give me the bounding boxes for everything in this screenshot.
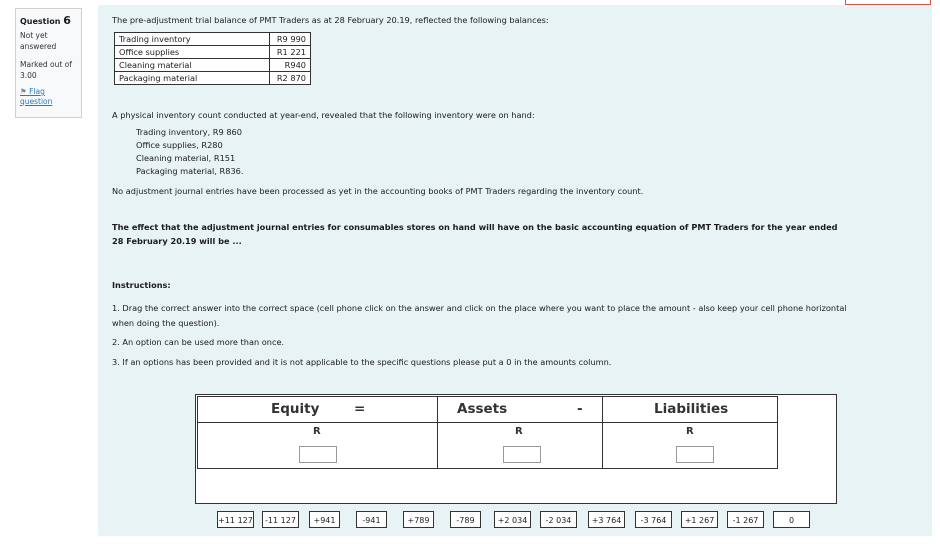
drag-option[interactable]: +11 127 [217,511,254,528]
drag-option[interactable]: 0 [773,511,810,528]
instruction-1-line-1: 1. Drag the correct answer into the correct space (cell phone click on the answer and click on the place where you want to place the amount - also keep your cell phone horizontal [112,303,847,313]
equity-unit: R [313,426,321,437]
instruction-2: 2. An option can be used more than once. [112,337,285,347]
liabilities-header-cell [602,396,778,423]
question-number-value: 6 [63,14,71,27]
tb-item: Office supplies [115,46,270,59]
flag-question-link[interactable] [20,87,77,107]
assets-unit: R [515,426,523,437]
instruction-3: 3. If an options has been provided and it is not applicable to the specific questions please put a 0 in the amounts column. [112,357,612,367]
table-row [115,46,311,59]
tb-amount: R1 221 [270,46,311,59]
effect-question-line-2: 28 February 20.19 will be ... [112,236,242,246]
tb-item: Cleaning material [115,59,270,72]
liabilities-unit: R [686,426,694,437]
marked-line-1: Marked out of [20,60,72,69]
equity-answer-cell [197,423,438,469]
question-status [20,30,77,52]
equals-sign: = [354,401,366,417]
trial-balance-table [114,32,311,85]
drag-option[interactable]: -11 127 [262,511,299,528]
count-item: Trading inventory, R9 860 [136,127,242,137]
accounting-equation-box [195,394,837,504]
instructions-title: Instructions: [112,280,171,290]
drag-option[interactable]: +1 267 [681,511,718,528]
assets-drop-zone[interactable] [503,446,541,463]
count-item: Packaging material, R836. [136,166,244,176]
table-row [115,72,311,85]
drag-option[interactable]: -1 267 [727,511,764,528]
question-number [20,14,77,27]
status-line-2: answered [20,42,57,51]
tb-amount: R9 990 [270,33,311,46]
intro-text: The pre-adjustment trial balance of PMT Traders as at 28 February 20.19, reflected the following balances: [112,15,549,25]
flag-line-1: Flag [29,87,45,96]
drag-option[interactable]: +3 764 [588,511,625,528]
drag-option[interactable]: -941 [356,511,387,528]
tb-item: Packaging material [115,72,270,85]
table-row [115,59,311,72]
count-item: Office supplies, R280 [136,140,223,150]
assets-heading: Assets [457,401,508,417]
drag-option[interactable]: -2 034 [540,511,577,528]
instruction-1-line-2: when doing the question). [112,318,220,328]
liabilities-answer-cell [602,423,778,469]
equity-drop-zone[interactable] [299,446,337,463]
question-marks [20,59,77,81]
liabilities-drop-zone[interactable] [676,446,714,463]
table-row [115,33,311,46]
tb-item: Trading inventory [115,33,270,46]
assets-answer-cell [437,423,603,469]
assets-header-cell [437,396,603,423]
effect-question-line-1: The effect that the adjustment journal entries for consumables stores on hand will have on the basic accounting equation of PMT Traders for the year ended [112,222,838,232]
no-adjustment-text: No adjustment journal entries have been processed as yet in the accounting books of PMT Traders regarding the inventory count. [112,186,644,196]
marked-line-2: 3.00 [20,71,37,80]
minus-sign: - [577,401,583,417]
drag-option[interactable]: +2 034 [494,511,531,528]
count-intro-text: A physical inventory count conducted at year-end, revealed that the following inventory were on hand: [112,110,535,120]
drag-option[interactable]: +789 [403,511,434,528]
count-item: Cleaning material, R151 [136,153,236,163]
equity-header-cell [197,396,438,423]
status-line-1: Not yet [20,31,48,40]
drag-option[interactable]: +941 [309,511,340,528]
tb-amount: R2 870 [270,72,311,85]
question-content [98,5,932,536]
equity-heading: Equity [271,401,320,417]
liabilities-heading: Liabilities [654,401,729,417]
question-label: Question [20,17,61,26]
drag-option[interactable]: -3 764 [635,511,672,528]
flag-line-2: question [20,97,53,106]
flag-icon: ⚑ [20,87,27,96]
question-info-panel [15,8,82,118]
drag-option[interactable]: -789 [450,511,481,528]
tb-amount: R940 [270,59,311,72]
